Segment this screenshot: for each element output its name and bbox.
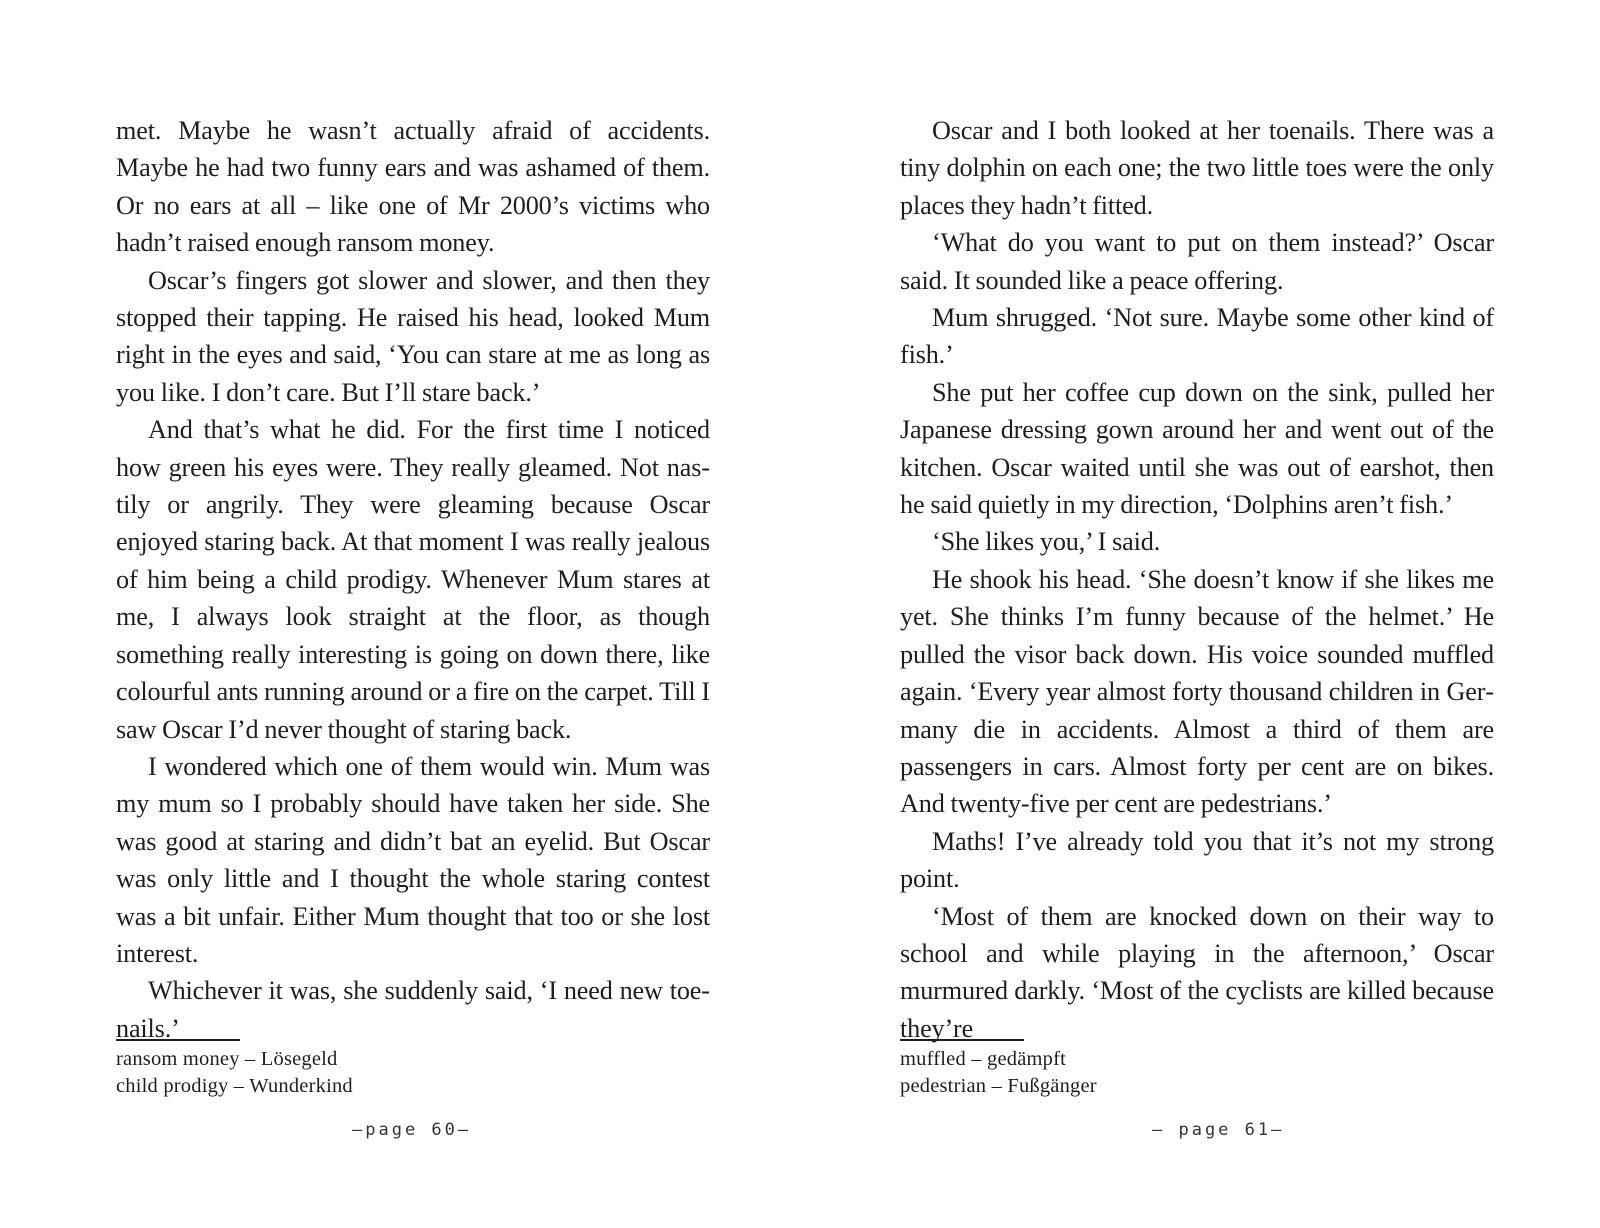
left-page-body: [116, 112, 710, 1047]
paragraph: Oscar’s fingers got slower and slower, and then they stopped their tapping. He raised his head, looked Mum right in the eyes and said, ‘You can stare at me as long as you like. I don’t care. But I’ll stare back.’: [116, 265, 710, 407]
footnote: muffled – gedämpft: [900, 1048, 1067, 1070]
paragraph: ‘What do you want to put on them instead?’ Oscar said. It sounded like a peace offering.: [900, 228, 1494, 295]
footnote-divider: [900, 1039, 1024, 1041]
footnote: child prodigy – Wunderkind: [116, 1075, 353, 1097]
paragraph: And that’s what he did. For the first time I noticed how green his eyes were. They really gleamed. Not nastily or angrily. They were gleaming because Oscar enjoyed staring back. At that moment I was really jealous of him being a child prodigy. Whenever Mum stares at me, I always look straight at the floor, as though something really interesting is going on down there, like colourful ants running around or a fire on the carpet. Till I saw Oscar I’d never thought of staring back.: [116, 415, 710, 744]
page-number: – page 61–: [1152, 1120, 1285, 1140]
paragraph: Maths! I’ve already told you that it’s not my strong point.: [900, 826, 1494, 894]
page-number: –page 60–: [352, 1120, 472, 1140]
left-page: [116, 112, 710, 1140]
paragraph: met. Maybe he wasn’t actually afraid of accidents. Maybe he had two funny ears and was ashamed of them. Or no ears at all – like one of Mr 2000’s victims who hadn’t raised enough ransom money.: [116, 116, 710, 258]
paragraph: ‘Most of them are knocked down on their way to school and while playing in the afternoon,’ Oscar murmured darkly. ‘Most of the cyclists are killed because they’re: [900, 901, 1494, 1043]
paragraph: Whichever it was, she suddenly said, ‘I need new toenails.’: [116, 976, 710, 1043]
paragraph: Mum shrugged. ‘Not sure. Maybe some other kind of fish.’: [900, 303, 1494, 370]
right-page-body: [900, 112, 1494, 1047]
footnotes: [900, 1046, 1097, 1100]
paragraph: Oscar and I both looked at her toenails. There was a tiny dolphin on each one; the two little toes were the only places they hadn’t fitted.: [900, 116, 1494, 220]
footnote: pedestrian – Fußgänger: [900, 1075, 1097, 1097]
footnotes: [116, 1046, 353, 1100]
footnote-divider: [116, 1039, 240, 1041]
paragraph: I wondered which one of them would win. Mum was my mum so I probably should have taken her side. She was good at staring and didn’t bat an eyelid. But Oscar was only little and I thought the whole staring contest was a bit unfair. Either Mum thought that too or she lost interest.: [116, 751, 710, 968]
paragraph: ‘She likes you,’ I said.: [932, 527, 1161, 557]
footnote: ransom money – Lösegeld: [116, 1048, 338, 1070]
right-page: [900, 112, 1494, 1140]
paragraph: She put her coffee cup down on the sink, pulled her Japanese dressing gown around her and went out of the kitchen. Oscar waited until she was out of earshot, then he said quietly in my direction, ‘Dolphins aren’t fish.’: [900, 377, 1494, 520]
paragraph: He shook his head. ‘She doesn’t know if she likes me yet. She thinks I’m funny because of the helmet.’ He pulled the visor back down. His voice sounded muffled again. ‘Every year almost forty thousand children in Germany die in accidents. Almost a third of them are passengers in cars. Almost forty per cent are on bikes. And twenty-five per cent are pedestrians.’: [900, 564, 1494, 819]
